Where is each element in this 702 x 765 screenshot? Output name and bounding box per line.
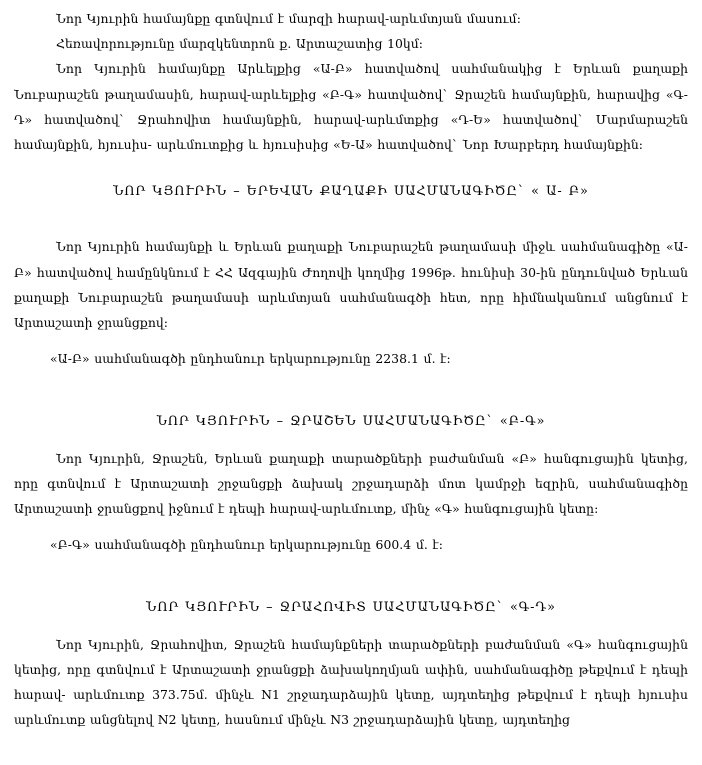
spacer (14, 557, 688, 595)
paragraph-boundary-bg-description: Նոր Կյուրին, Ջրաշեն, Երևան քաղաքի տարածքների բաժանման «Բ» հանգուցային կետից, որը գտնվում է Արտաշատի շրջանցքի ձախակ շրջադարձի մոտ կամրջի եզրին, սահմանագիծը Արտաշատի ջրանցքով իջնում է դեպի հարավ-արևմուտք, մինչ «Գ» հանգուցային կետը: (14, 450, 688, 517)
paragraph-boundary-bg-length: «Բ-Գ» սահմանագծի ընդհանուր երկարությունը 600.4 մ. է: (50, 537, 444, 553)
paragraph-intro-location: Նոր Կյուրին համայնքը գտնվում է մարզի հարավ-արևմտյան մասում: (56, 11, 521, 26)
spacer (14, 521, 688, 532)
heading-boundary-gd: ՆՈՐ ԿՅՈՒՐԻՆ – ՋՐԱՀՈՎԻՏ ՍԱՀՄԱՆԱԳԻԾԸ` «Գ-Դ» (146, 600, 556, 616)
spacer (14, 335, 688, 346)
paragraph-boundary-ab-length: «Ա-Բ» սահմանագծի ընդհանուր երկարությունը 2238.1 մ. է: (50, 351, 451, 367)
heading-boundary-ab: ՆՈՐ ԿՅՈՒՐԻՆ – ԵՐԵՎԱՆ ՔԱՂԱՔԻ ՍԱՀՄԱՆԱԳԻԾԸ` « Ա- Բ» (113, 184, 589, 200)
spacer (14, 371, 688, 409)
heading-boundary-bg: ՆՈՐ ԿՅՈՒՐԻՆ – ՋՐԱՇԵՆ ՍԱՀՄԱՆԱԳԻԾԸ` «Բ-Գ» (156, 414, 546, 430)
spacer (14, 157, 688, 179)
paragraph-boundary-ab-description: Նոր Կյուրին համայնքի և Երևան քաղաքի Նուբարաշեն թաղամասի միջև սահմանագիծը «Ա-Բ» հատվածով համընկնում է ՀՀ Ազգային Ժողովի կողմից 1996թ. հունիսի 30-ին ընդունված Երևան քաղաքի Նուբարաշեն թաղամասի արևմտյան սահմանագծի հետ, որը հիմնականում անցնում է Արտաշատի ջրանցքով: (14, 239, 688, 331)
spacer (14, 621, 688, 632)
paragraph-boundary-gd-description: Նոր Կյուրին, Ջրահովիտ, Ջրաշեն համայնքների տարածքների բաժանման «Գ» հանգուցային կետից, որը գտնվում է Արտաշատի ջրանցքի ձախակողմյան ափին, սահմանագիծը թեքվում է դեպի հարավ- արևմուտք 373.75մ. մինչև N1 շրջադարձային կետը, այդտեղից թեքվում է դեպի հյուսիս արևմուտք անցնելով N2 կետը, հասնում մինչև N3 շրջադարձային կետը, այդտեղից (14, 636, 688, 728)
spacer (14, 204, 688, 234)
paragraph-neighbours: Նոր Կյուրին համայնքը Արևելքից «Ա-Բ» հատվածով սահմանակից է Երևան քաղաքի Նուբարաշեն թաղամասին, հարավ-արևելքից «Բ-Գ» հատվածով` Ջրաշեն համայնքին, հարավից «Գ-Դ» հատվածով` Ջրահովիտ համայնքին, հարավ-արևմտքից «Դ-Ե» հատվածով` Մարմարաշեն համայնքին, հյուսիս- արևմուտքից և հյուսիսից «Ե-Ա» հատվածով` Նոր Խարբերդ համայնքին: (14, 61, 688, 153)
paragraph-distance: Հեռավորությունը մարզկենտրոն ք. Արտաշատից 10կմ: (56, 36, 424, 52)
spacer (14, 435, 688, 446)
